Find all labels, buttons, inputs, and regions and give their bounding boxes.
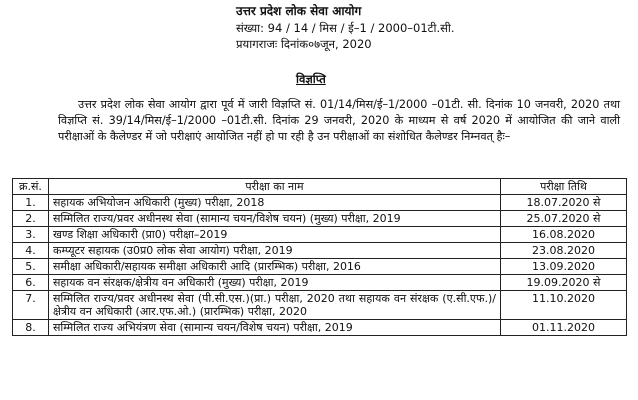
notice-intro: उत्तर प्रदेश लोक सेवा आयोग द्वारा पूर्व में जारी विज्ञप्ति सं. 01/14/मिस/ई–1/2000 –01टी. सी. दिनांक 10 जनवरी, 2020 तथा विज्ञप्ति सं. 39/14/मिस/ई–1/2000 –01टी.सी. दिनांक 29 जनवरी, 2020 के माध्यम से वर्ष 2020 में आयोजित की जाने वाली परीक्षाओं के कैलेण्डर में जो परीक्षाएं आयोजित नहीं हो पा रही है उन परीक्षाओं का संशोधित कैलेण्डर निम्नवत् हैः–	[58, 98, 620, 143]
row-serial: 8.	[13, 320, 49, 336]
row-serial: 4.	[13, 243, 49, 259]
row-exam-date: 16.08.2020	[501, 227, 627, 243]
row-serial: 1.	[13, 195, 49, 211]
row-exam-name: समीक्षा अधिकारी/सहायक समीक्षा अधिकारी आदि (प्रारम्भिक) परीक्षा, 2016	[49, 259, 501, 275]
row-exam-date: 23.08.2020	[501, 243, 627, 259]
row-exam-name: सम्मिलित राज्य अभियंत्रण सेवा (सामान्य चयन/विशेष चयन) परीक्षा, 2019	[49, 320, 501, 336]
organization-title: उत्तर प्रदेश लोक सेवा आयोग	[236, 4, 362, 18]
row-exam-date: 01.11.2020	[501, 320, 627, 336]
row-serial: 2.	[13, 211, 49, 227]
row-exam-date: 11.10.2020	[501, 291, 627, 320]
notice-title: विज्ञप्ति	[296, 72, 326, 86]
row-exam-date: 19.09.2020 से	[501, 275, 627, 291]
place-date: प्रयागराजः दिनांक०७जून, 2020	[236, 37, 372, 51]
row-serial: 7.	[13, 291, 49, 320]
table-row	[13, 211, 627, 227]
row-exam-name: सहायक अभियोजन अधिकारी (मुख्य) परीक्षा, 2018	[49, 195, 501, 211]
row-exam-date: 25.07.2020 से	[501, 211, 627, 227]
header-exam-name: परीक्षा का नाम	[49, 179, 501, 195]
row-exam-date: 18.07.2020 से	[501, 195, 627, 211]
table-row	[13, 195, 627, 211]
row-serial: 3.	[13, 227, 49, 243]
exam-schedule-table	[12, 178, 627, 336]
table-row	[13, 243, 627, 259]
table-row	[13, 275, 627, 291]
row-exam-date: 13.09.2020	[501, 259, 627, 275]
table-row	[13, 320, 627, 336]
row-exam-name: सम्मिलित राज्य/प्रवर अधीनस्थ सेवा (सामान्य चयन/विशेष चयन) (मुख्य) परीक्षा, 2019	[49, 211, 501, 227]
row-serial: 6.	[13, 275, 49, 291]
header-serial: क्र.सं.	[13, 179, 49, 195]
row-exam-name: कम्प्यूटर सहायक (उ0प्र0 लोक सेवा आयोग) परीक्षा, 2019	[49, 243, 501, 259]
row-exam-name: सहायक वन संरक्षक/क्षेत्रीय वन अधिकारी (मुख्य) परीक्षा, 2019	[49, 275, 501, 291]
row-serial: 5.	[13, 259, 49, 275]
table-row	[13, 227, 627, 243]
table-row	[13, 291, 627, 320]
row-exam-name: सम्मिलित राज्य/प्रवर अधीनस्थ सेवा (पी.सी.एस.)(प्रा.) परीक्षा, 2020 तथा सहायक वन संरक्षक (ए.सी.एफ.)/क्षेत्रीय वन अधिकारी (आर.एफ.ओ.) (प्रारम्भिक) परीक्षा, 2020	[49, 291, 501, 320]
reference-number: संख्या: 94 / 14 / मिस / ई–1 / 2000–01टी.सी.	[236, 21, 455, 35]
row-exam-name: खण्ड शिक्षा अधिकारी (प्रा0) परीक्षा–2019	[49, 227, 501, 243]
header-exam-date: परीक्षा तिथि	[501, 179, 627, 195]
table-row	[13, 259, 627, 275]
table-header-row	[13, 179, 627, 195]
